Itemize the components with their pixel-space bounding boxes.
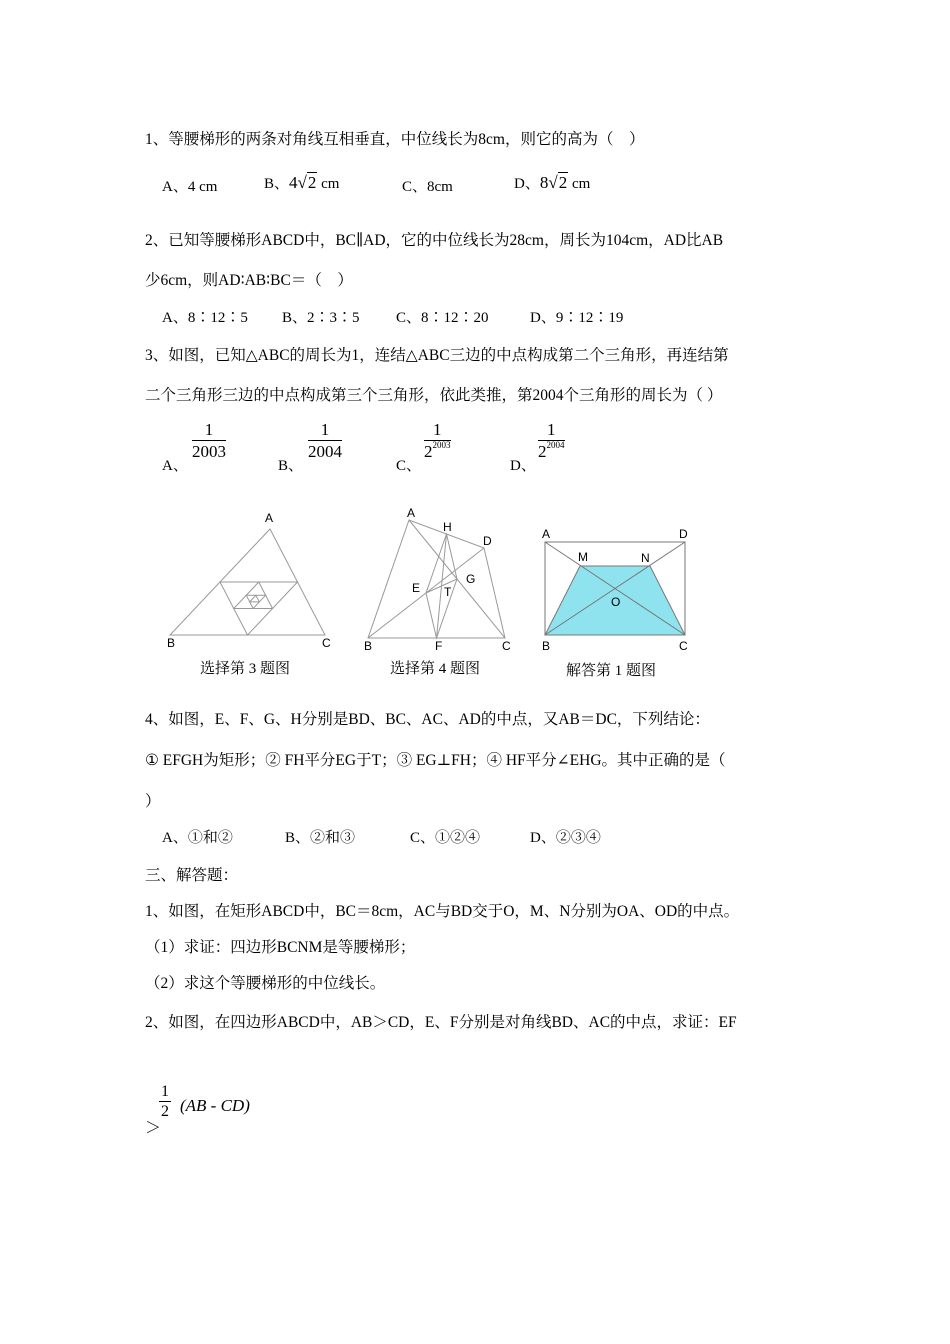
q1-option-b: B、4√2 cm	[264, 173, 340, 192]
q3-option-c-fraction: 1 $2^{2003}$	[424, 420, 451, 461]
q3-line2: 二个三角形三边的中点构成第三个三角形，依此类推，第2004个三角形的周长为（ ）	[145, 387, 723, 404]
q3-option-a-prefix: A、	[162, 458, 188, 474]
label-c: C	[322, 636, 331, 650]
figure-caption-2: 选择第 4 题图	[390, 661, 481, 677]
q4-line3: ）	[145, 793, 161, 810]
q3-option-d-prefix: D、	[510, 458, 536, 474]
label-a: A	[265, 511, 274, 525]
label-n: N	[641, 551, 650, 565]
q4-line2: ① EFGH为矩形；② FH平分EG于T；③ EG⊥FH；④ HF平分∠EHG。其中正确的是（	[145, 752, 726, 769]
answer-q1-part1: （1）求证：四边形BCNM是等腰梯形；	[145, 939, 416, 956]
label-c: C	[679, 639, 688, 653]
q3-option-a-fraction: 1 2003	[192, 420, 226, 461]
label-d: D	[483, 534, 492, 548]
answer-q2-text: 2、如图，在四边形ABCD中，AB＞CD，E、F分别是对角线BD、AC的中点，求证：EF	[145, 1014, 737, 1031]
q2-option-b: B、2∶3∶5	[282, 310, 360, 326]
label-c: C	[502, 639, 511, 653]
q2-option-d: D、9∶12∶19	[530, 310, 624, 326]
figure-nested-triangles	[160, 505, 350, 655]
q2-option-c: C、8∶12∶20	[396, 310, 489, 326]
label-o: O	[611, 595, 621, 609]
q4-line1: 4、如图，E、F、G、H分别是BD、BC、AC、AD的中点，又AB＝DC，下列结论：	[145, 711, 710, 728]
q3-option-d-fraction: 1 $2^{2004}$	[538, 420, 565, 461]
q4-option-a: A、①和②	[162, 830, 233, 846]
q2-option-a: A、8∶12∶5	[162, 310, 248, 326]
answer-q2-fraction: 1 2	[161, 1083, 169, 1120]
label-a: A	[407, 506, 416, 520]
label-a: A	[542, 527, 551, 541]
label-e: E	[412, 581, 421, 595]
figure-caption-3: 解答第 1 题图	[566, 663, 657, 679]
figure-rectangle-trapezoid	[538, 520, 698, 660]
q1-option-d: D、8√2 cm	[514, 173, 591, 192]
q2-line2: 少6cm，则AD∶AB∶BC＝（ ）	[145, 272, 353, 289]
figure-quadrilateral-midpoints	[360, 500, 530, 658]
q4-option-c: C、①②④	[410, 830, 481, 846]
answer-q1-part2: （2）求这个等腰梯形的中位线长。	[145, 975, 386, 992]
answer-q1-text: 1、如图，在矩形ABCD中，BC＝8cm，AC与BD交于O，M、N分别为OA、OD的中点。	[145, 903, 740, 920]
q3-option-b-prefix: B、	[278, 458, 304, 474]
q4-option-b: B、②和③	[285, 830, 356, 846]
label-b: B	[364, 639, 373, 653]
triangle-5	[250, 595, 260, 602]
label-d: D	[679, 527, 688, 541]
answer-q2-gt-sign: ＞	[145, 1120, 162, 1137]
label-b: B	[167, 636, 176, 650]
figure-caption-1: 选择第 3 题图	[200, 661, 291, 677]
q3-option-c-prefix: C、	[396, 458, 422, 474]
label-g: G	[466, 572, 476, 586]
label-t: T	[444, 585, 452, 599]
section-heading: 三、解答题：	[145, 867, 239, 884]
q4-option-d: D、②③④	[530, 830, 601, 846]
q1-option-a: A、4 cm	[162, 179, 218, 195]
q1-option-c: C、8cm	[402, 179, 453, 195]
label-m: M	[578, 550, 588, 564]
label-f: F	[435, 639, 443, 653]
q1-text: 1、等腰梯形的两条对角线互相垂直，中位线长为8cm，则它的高为（ ）	[145, 131, 645, 148]
label-h: H	[443, 520, 452, 534]
q3-option-b-fraction: 1 2004	[308, 420, 342, 461]
q3-line1: 3、如图，已知△ABC的周长为1，连结△ABC三边的中点构成第二个三角形，再连结第	[145, 347, 729, 364]
q2-line1: 2、已知等腰梯形ABCD中，BC∥AD，它的中位线长为28cm，周长为104cm，AD比AB	[145, 232, 724, 249]
answer-q2-expression: (AB - CD)	[180, 1096, 250, 1115]
label-b: B	[542, 639, 551, 653]
